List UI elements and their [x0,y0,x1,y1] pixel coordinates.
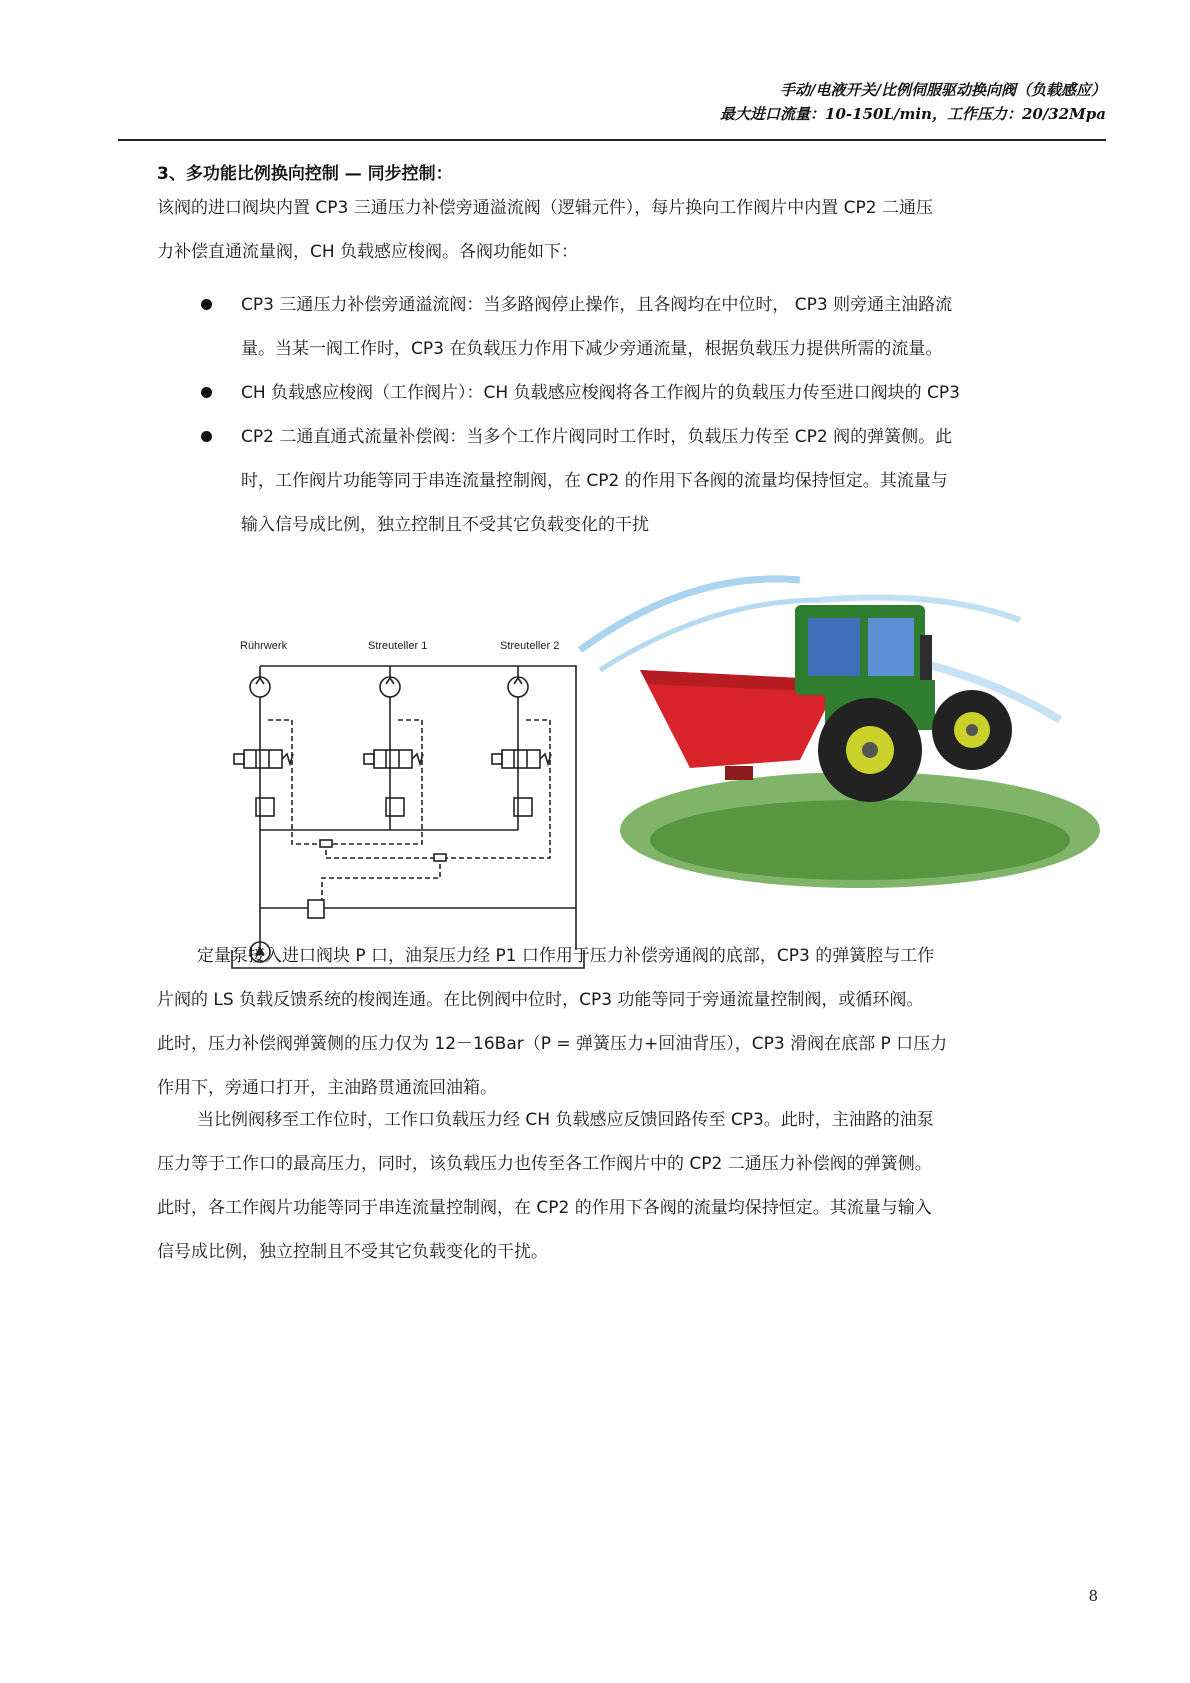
directional-valve-3 [492,750,551,768]
diagram-label-streuteller-1: Streuteller 1 [368,640,428,652]
diagram-label-ruehrwerk: Rührwerk [240,640,288,652]
hydraulic-schematic [232,640,584,968]
compensator-valve-3 [514,798,532,816]
list-item [157,371,1095,415]
section-title: 3、多功能比例换向控制 — 同步控制： [157,164,453,184]
paragraph-neutral-position [157,934,1095,1110]
bullet-icon [201,431,212,442]
paragraph-working-position [157,1098,1095,1274]
list-item [157,283,1095,371]
intro-paragraph [157,186,1095,274]
list-item-line: CP2 二通直通式流量补偿阀：当多个工作片阀同时工作时，负载压力传至 CP2 阀的弹簧侧。此 [241,427,953,447]
diagram-label-streuteller-2: Streuteller 2 [500,640,560,652]
figure-area [220,560,1150,990]
bypass-valve [308,900,324,918]
bullet-icon [201,299,212,310]
load-sense-lines [268,720,550,900]
page-number: 8 [1088,1587,1098,1605]
tractor-illustration [580,579,1100,888]
list-item-line: CP3 三通压力补偿旁通溢流阀：当多路阀停止操作，且各阀均在中位时， CP3 则旁通主油路流 [241,295,953,315]
paragraph-line: 压力等于工作口的最高压力，同时，该负载压力也传至各工作阀片中的 CP2 二通压力补偿阀的弹簧侧。 [157,1154,932,1174]
intro-line: 力补偿直通流量阀，CH 负载感应梭阀。各阀功能如下： [157,242,579,262]
shuttle-valve-1 [320,840,332,847]
compensator-valve-1 [256,798,274,816]
motor-icon [508,677,528,697]
intro-line: 该阀的进口阀块内置 CP3 三通压力补偿旁通溢流阀（逻辑元件），每片换向工作阀片中内置 CP2 二通压 [157,198,933,218]
list-item-line: CH 负载感应梭阀（工作阀片）：CH 负载感应梭阀将各工作阀片的负载压力传至进口阀块的 CP3 [241,383,960,403]
bullet-icon [201,387,212,398]
header-divider [118,139,1106,141]
header-title: 手动/电液开关/比例伺服驱动换向阀（负载感应） [780,81,1106,99]
valve-function-list [157,283,1095,547]
header-specs: 最大进口流量：10-150L/min，工作压力：20/32Mpa [720,105,1106,123]
list-item-line: 输入信号成比例，独立控制且不受其它负载变化的干扰 [241,515,649,535]
shuttle-valve-2 [434,854,446,861]
motor-arrow-icon [256,678,264,684]
directional-valve-2 [364,750,423,768]
directional-valve-1 [234,750,293,768]
motor-icon [250,677,270,697]
paragraph-line: 作用下，旁通口打开，主油路贯通流回油箱。 [157,1078,497,1098]
paragraph-line: 片阀的 LS 负载反馈系统的梭阀连通。在比例阀中位时，CP3 功能等同于旁通流量控制阀，或循环阀。 [157,990,924,1010]
motor-icon [380,677,400,697]
list-item-line: 量。当某一阀工作时，CP3 在负载压力作用下减少旁通流量，根据负载压力提供所需的流量。 [241,339,943,359]
document-header [720,78,1106,126]
compensator-valve-2 [386,798,404,816]
paragraph-line: 此时，压力补偿阀弹簧侧的压力仅为 12－16Bar（P = 弹簧压力+回油背压），CP3 滑阀在底部 P 口压力 [157,1034,948,1054]
paragraph-line: 定量泵接入进口阀块 P 口，油泵压力经 P1 口作用于压力补偿旁通阀的底部，CP3 的弹簧腔与工作 [197,946,935,966]
paragraph-line: 当比例阀移至工作位时，工作口负载压力经 CH 负载感应反馈回路传至 CP3。此时，主油路的油泵 [197,1110,934,1130]
paragraph-line: 此时，各工作阀片功能等同于串连流量控制阀，在 CP2 的作用下各阀的流量均保持恒定。其流量与输入 [157,1198,932,1218]
list-item [157,415,1095,547]
paragraph-line: 信号成比例，独立控制且不受其它负载变化的干扰。 [157,1242,548,1262]
list-item-line: 时，工作阀片功能等同于串连流量控制阀，在 CP2 的作用下各阀的流量均保持恒定。其流量与 [241,471,948,491]
